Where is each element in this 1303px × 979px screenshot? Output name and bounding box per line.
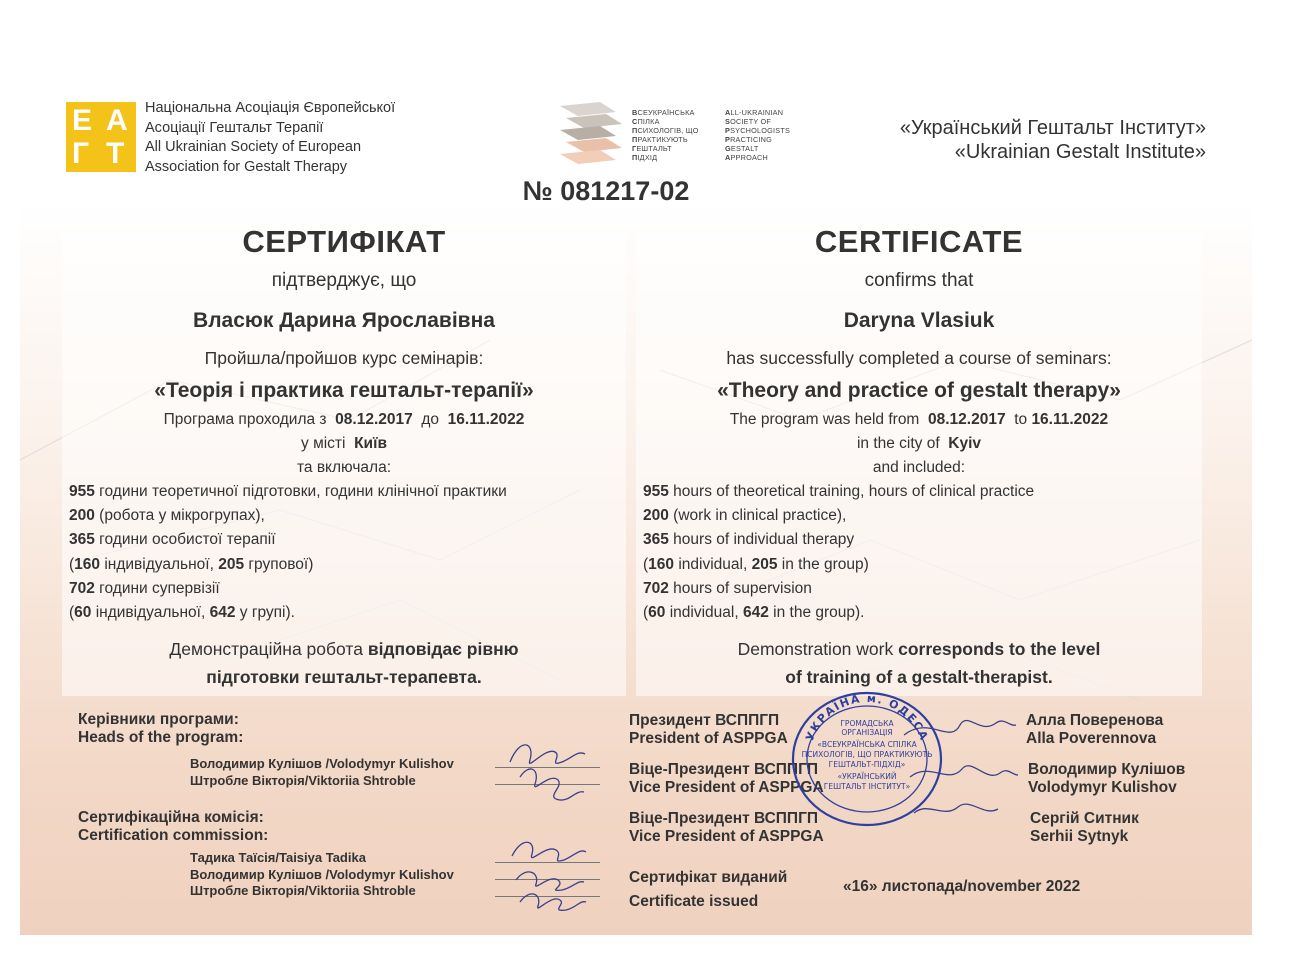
commission-name: Володимир Кулішов /Volodymyr Kulishov: [190, 866, 454, 882]
seal-line: ГЕШТАЛЬТ ІНСТИТУТ»: [823, 782, 911, 791]
hours-item: (160 індивідуальної, 205 групової): [69, 555, 314, 573]
vice-president-name-1: Володимир Кулішов Volodymyr Kulishov: [1028, 761, 1186, 796]
seal-outer-text: УКРАЇНА м. ОДЕСА: [803, 691, 931, 743]
commission-name: Тадика Таїсія/Taisiya Tadika: [190, 850, 366, 865]
aspp-logo-mark: [560, 102, 624, 172]
included-text-en: and included:: [872, 459, 966, 476]
confirms-text-en: confirms that: [864, 270, 974, 291]
institute-name-ua: «Український Гештальт Інститут»: [899, 117, 1206, 139]
certificate-number: № 081217-02: [522, 176, 690, 206]
hours-item: 365 hours of individual therapy: [643, 531, 855, 549]
hours-item: (160 individual, 205 in the group): [643, 555, 869, 573]
confirms-text-ua: підтверджує, що: [271, 270, 417, 291]
head-name: Штробле Вікторія/Viktoriia Shtroble: [190, 772, 416, 788]
president-label: Президент ВСППГП President of ASPPGA: [629, 712, 788, 747]
seal-line: «ВСЕУКРАЇНСЬКА СПІЛКА: [817, 740, 917, 749]
eagt-line: Національна Асоціація Європейської: [145, 100, 396, 116]
program-city-en: in the city of Kyiv: [856, 435, 982, 452]
hours-item: 200 (робота у мікрогрупах),: [69, 507, 265, 525]
hours-list-ua: [62, 480, 626, 625]
recipient-name-ua: Власюк Дарина Ярославівна: [193, 309, 495, 332]
included-text-ua: та включала:: [296, 459, 392, 476]
hours-item: 702 hours of supervision: [643, 579, 812, 597]
ukrainian-column: [62, 222, 626, 691]
president-name: Алла Поверенова Alla Poverennova: [1026, 712, 1164, 747]
hours-item: (60 individual, 642 in the group).: [643, 604, 865, 622]
hours-item: 200 (work in clinical practice),: [643, 507, 847, 525]
hours-item: 702 години супервізії: [69, 579, 220, 597]
institute-name-en: «Ukrainian Gestalt Institute»: [954, 141, 1206, 163]
eagt-line: Association for Gestalt Therapy: [145, 158, 348, 175]
course-title-en: «Theory and practice of gestalt therapy»: [717, 379, 1121, 402]
recipient-name-en: Daryna Vlasiuk: [843, 309, 995, 332]
demonstration-text-ua: Демонстраційна робота відповідає рівню підготовки гештальт-терапевта.: [169, 639, 519, 688]
hours-item: (60 індивідуальної, 642 у групі).: [69, 604, 295, 622]
heads-of-program-names: [190, 756, 454, 789]
completed-text-ua: Пройшла/пройшов курс семінарів:: [204, 348, 484, 368]
eagt-logo-letter-2: А: [106, 104, 128, 137]
issue-date: «16» листопада/november 2022: [843, 878, 1081, 895]
official-seal: [790, 690, 945, 828]
aspp-name-en: ALL-UKRAINIAN SOCIETY OF PSYCHOLOGISTS PRACTICING GESTALT APPROACH: [725, 108, 791, 162]
hours-item: 955 години теоретичної підготовки, години клінічної практики: [69, 483, 507, 500]
seal-line: ГРОМАДСЬКА: [840, 719, 894, 728]
heads-signatures: [500, 732, 590, 807]
commission-signatures: [500, 828, 590, 916]
program-dates-ua: Програма проходила з 08.12.2017 до 16.11.2022: [163, 411, 525, 428]
vice-president-label-2: Віце-Президент ВСППГП Vice President of ASPPGA: [629, 810, 824, 845]
english-column: [636, 222, 1202, 691]
vice-president-label-1: Віце-Президент ВСППГП Vice President of ASPPGA: [629, 761, 824, 796]
certificate-title-en: CERTIFICATE: [814, 224, 1024, 259]
seal-line: ПСИХОЛОГІВ, ЩО ПРАКТИКУЮТЬ: [801, 750, 933, 759]
commission-names: [190, 850, 454, 900]
heads-of-program-label: Керівники програми: Heads of the program:: [78, 711, 244, 746]
demonstration-text-en: Demonstration work corresponds to the level of training of a gestalt-therapist.: [737, 639, 1101, 688]
program-city-ua: у місті Київ: [301, 435, 387, 452]
hours-list-en: [636, 480, 1202, 625]
head-name: Володимир Кулішов /Volodymyr Kulishov: [190, 756, 454, 771]
aspp-name-ua: ВСЕУКРАЇНСЬКА СПІЛКА ПСИХОЛОГІВ, ЩО ПРАКТИКУЮТЬ ГЕШТАЛЬТ ПІДХІД: [632, 108, 699, 162]
commission-name: Штробле Вікторія/Viktoriia Shtroble: [190, 883, 416, 898]
certificate-title-ua: СЕРТИФІКАТ: [242, 224, 446, 259]
vice-president-name-2: Сергій Ситник Serhii Sytnyk: [1030, 810, 1139, 845]
program-dates-en: The program was held from 08.12.2017 to 16.11.2022: [729, 411, 1109, 428]
eagt-logo: [66, 102, 136, 172]
hours-item: 365 години особистої терапії: [69, 531, 276, 549]
eagt-name: [145, 99, 395, 177]
hours-item: 955 hours of theoretical training, hours of clinical practice: [643, 483, 1035, 500]
institute-name: [900, 116, 1206, 164]
completed-text-en: has successfully completed a course of seminars:: [726, 348, 1112, 368]
seal-line: «УКРАЇНСЬКИЙ: [837, 772, 897, 781]
course-title-ua: «Теорія і практика гештальт-терапії»: [154, 379, 534, 402]
eagt-line: All Ukrainian Society of European: [145, 139, 362, 155]
seal-line: ОРГАНІЗАЦІЯ: [841, 728, 893, 737]
eagt-logo-letter-4: Т: [106, 137, 125, 170]
eagt-logo-letter-3: Г: [72, 137, 90, 170]
certification-commission-label: Сертифікаційна комісія: Certification commission:: [78, 809, 269, 844]
seal-line: ГЕШТАЛЬТ-ПІДХІД»: [828, 760, 906, 769]
eagt-logo-letter-1: Е: [72, 104, 93, 137]
certificate-issued-label: Сертифікат виданий Certificate issued: [629, 869, 788, 910]
eagt-line: Асоціації Гештальт Терапії: [145, 119, 324, 136]
